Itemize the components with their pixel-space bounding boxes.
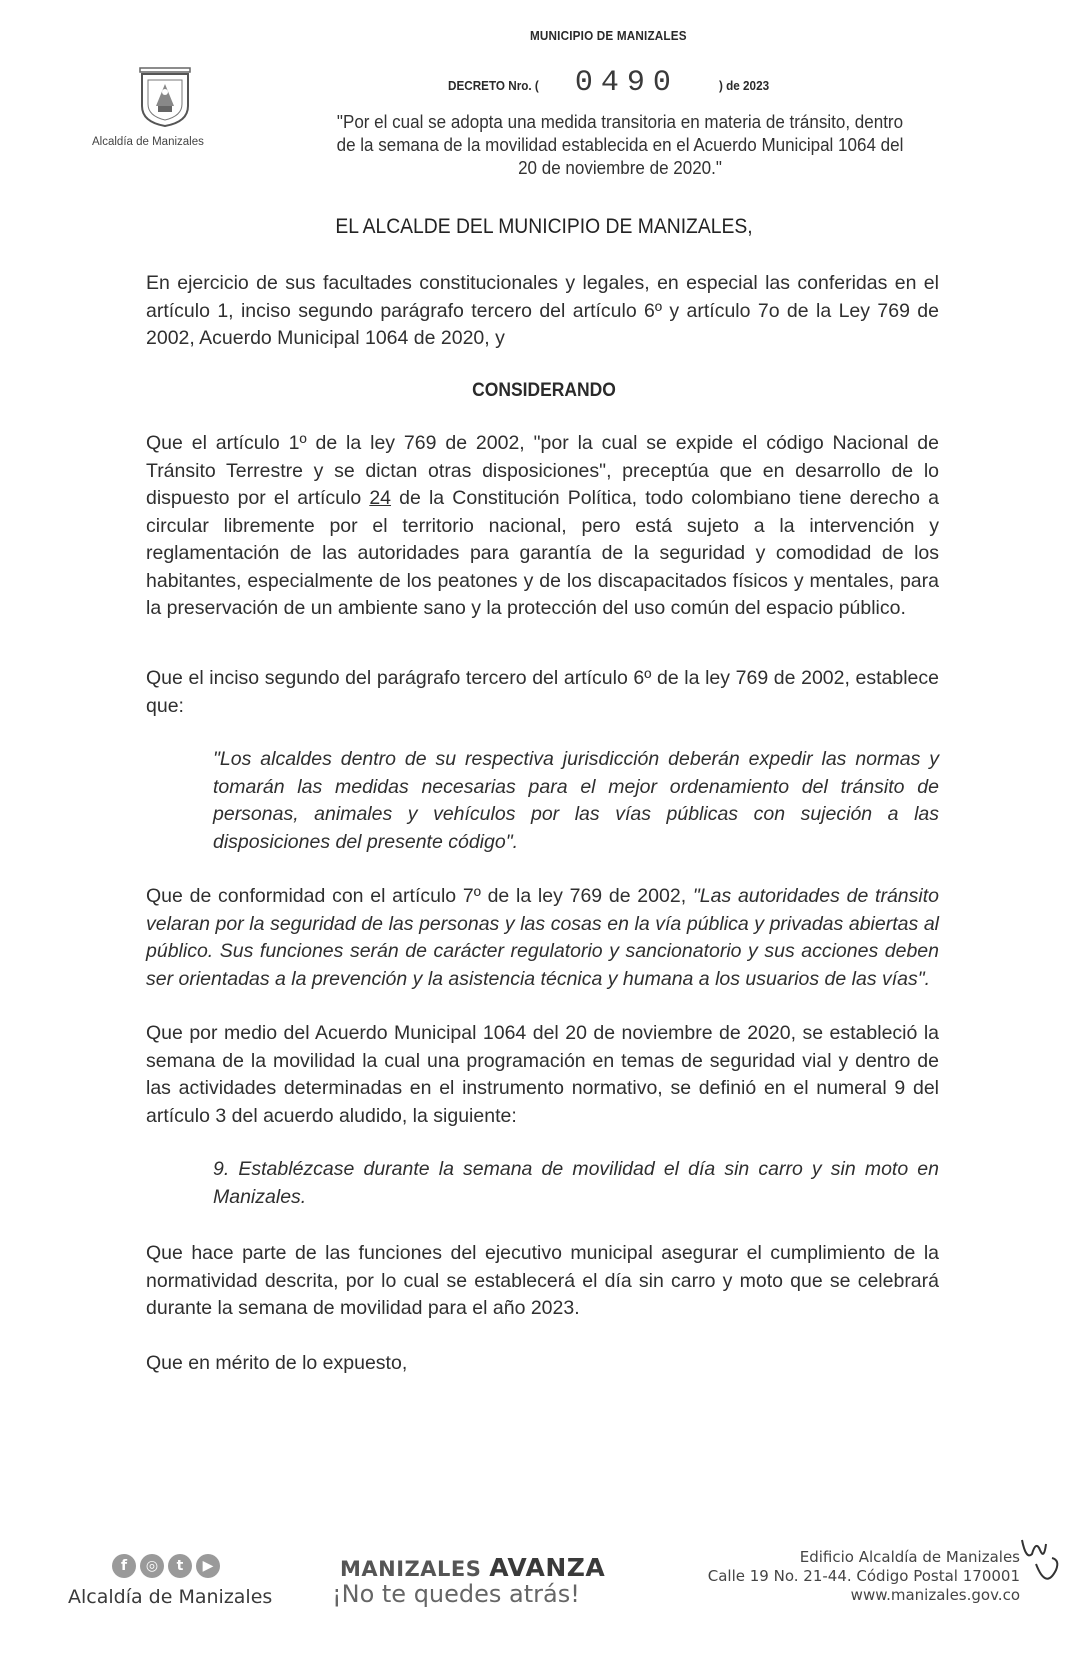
brand-b: AVANZA [489, 1553, 606, 1582]
quote-article-7: "Las autoridades de tránsito velaran por la seguridad de las personas y las cosas en la vía pública y privadas abiertas al público. Sus funciones serán de carácter regulatorio y sancionatorio y sus acciones deben ser orientadas a la prevención y la asistencia técnica y humana a los usuarios de las vías". [146, 885, 939, 990]
social-icons [112, 1554, 220, 1578]
footer-website[interactable]: www.manizales.gov.co [850, 1586, 1020, 1604]
footer-address: Calle 19 No. 21-44. Código Postal 170001 [707, 1567, 1020, 1585]
twitter-icon[interactable]: t [168, 1554, 192, 1578]
coat-of-arms-icon [138, 66, 192, 128]
paragraph-1-text-b: de la Constitución Política, todo colombiano tiene derecho a circular libremente por el territorio nacional, pero está sujeto a la intervención y reglamentación de las autoridades para garantía de la seguridad y comodidad de los habitantes, especialmente de los peatones y de los discapacitados físicos y mentales, para la preservación de un ambiente sano y la protección del uso común del espacio público. [146, 487, 940, 619]
alcalde-heading: EL ALCALDE DEL MUNICIPIO DE MANIZALES, [335, 215, 753, 238]
intro-paragraph: En ejercicio de sus facultades constitucionales y legales, en especial las conferidas en el artículo 1, inciso segundo parágrafo tercero del artículo 6º y artículo 7o de la Ley 769 de 2002, Acuerdo Municipal 1064 de 2020, y [146, 272, 939, 349]
footer-alcaldia: Alcaldía de Manizales [68, 1586, 273, 1608]
paragraph-1-text-a: Que el artículo 1º de la ley 769 de 2002, "por la cual se expide el código Nacional de Tránsito Terrestre y se dictan otras disposiciones", preceptúa que en desarrollo de lo dispuesto por el artículo [146, 432, 939, 509]
decreto-year: ) de 2023 [718, 78, 769, 93]
brand-a: MANIZALES [340, 1557, 490, 1581]
quote-numeral-9: 9. Establézcase durante la semana de movilidad el día sin carro y sin moto en Manizales. [213, 1158, 939, 1208]
brand-slogan-title [340, 1553, 605, 1582]
municipio-heading: MUNICIPIO DE MANIZALES [530, 28, 687, 43]
paragraph-3-text: Que de conformidad con el artículo 7º de la ley 769 de 2002, [146, 885, 693, 907]
paragraph-6: Que en mérito de lo expuesto, [146, 1352, 408, 1374]
paragraph-2: Que el inciso segundo del parágrafo tercero del artículo 6º de la ley 769 de 2002, establece que: [146, 667, 939, 717]
paragraph-3 [146, 883, 939, 993]
decreto-number: 0490 [574, 66, 679, 100]
paragraph-5: Que hace parte de las funciones del ejecutivo municipal asegurar el cumplimiento de la normatividad descrita, por lo cual se establecerá el día sin carro y moto que se celebrará durante la semana de movilidad para el año 2023. [146, 1242, 939, 1319]
decreto-label: DECRETO Nro. ( [448, 78, 539, 93]
considerando-heading: CONSIDERANDO [472, 380, 616, 401]
signature-mark [1016, 1520, 1066, 1590]
seal-label: Alcaldía de Manizales [92, 136, 204, 148]
decreto-line [448, 66, 775, 100]
youtube-icon[interactable]: ▶ [196, 1554, 220, 1578]
footer-building: Edificio Alcaldía de Manizales [799, 1548, 1020, 1566]
constitution-article-ref: 24 [369, 487, 392, 509]
quote-article-6: "Los alcaldes dentro de su respectiva jurisdicción deberán expedir las normas y tomarán las medidas necesarias para el mejor ordenamiento del tránsito de personas, animales y vehículos por las vías públicas con sujeción a las disposiciones del presente código". [213, 748, 939, 853]
paragraph-1 [146, 430, 939, 623]
instagram-icon[interactable]: ◎ [140, 1554, 164, 1578]
brand-slogan: ¡No te quedes atrás! [332, 1580, 580, 1608]
paragraph-4: Que por medio del Acuerdo Municipal 1064 del 20 de noviembre de 2020, se estableció la semana de la movilidad la cual una programación en temas de seguridad vial y dentro de las actividades determinadas en el instrumento normativo, se definió en el numeral 9 del artículo 3 del acuerdo aludido, la siguiente: [146, 1022, 939, 1127]
decree-subject: "Por el cual se adopta una medida transitoria en materia de tránsito, dentro de la semana de la movilidad establecida en el Acuerdo Municipal 1064 del 20 de noviembre de 2020." [336, 111, 904, 178]
facebook-icon[interactable]: f [112, 1554, 136, 1578]
